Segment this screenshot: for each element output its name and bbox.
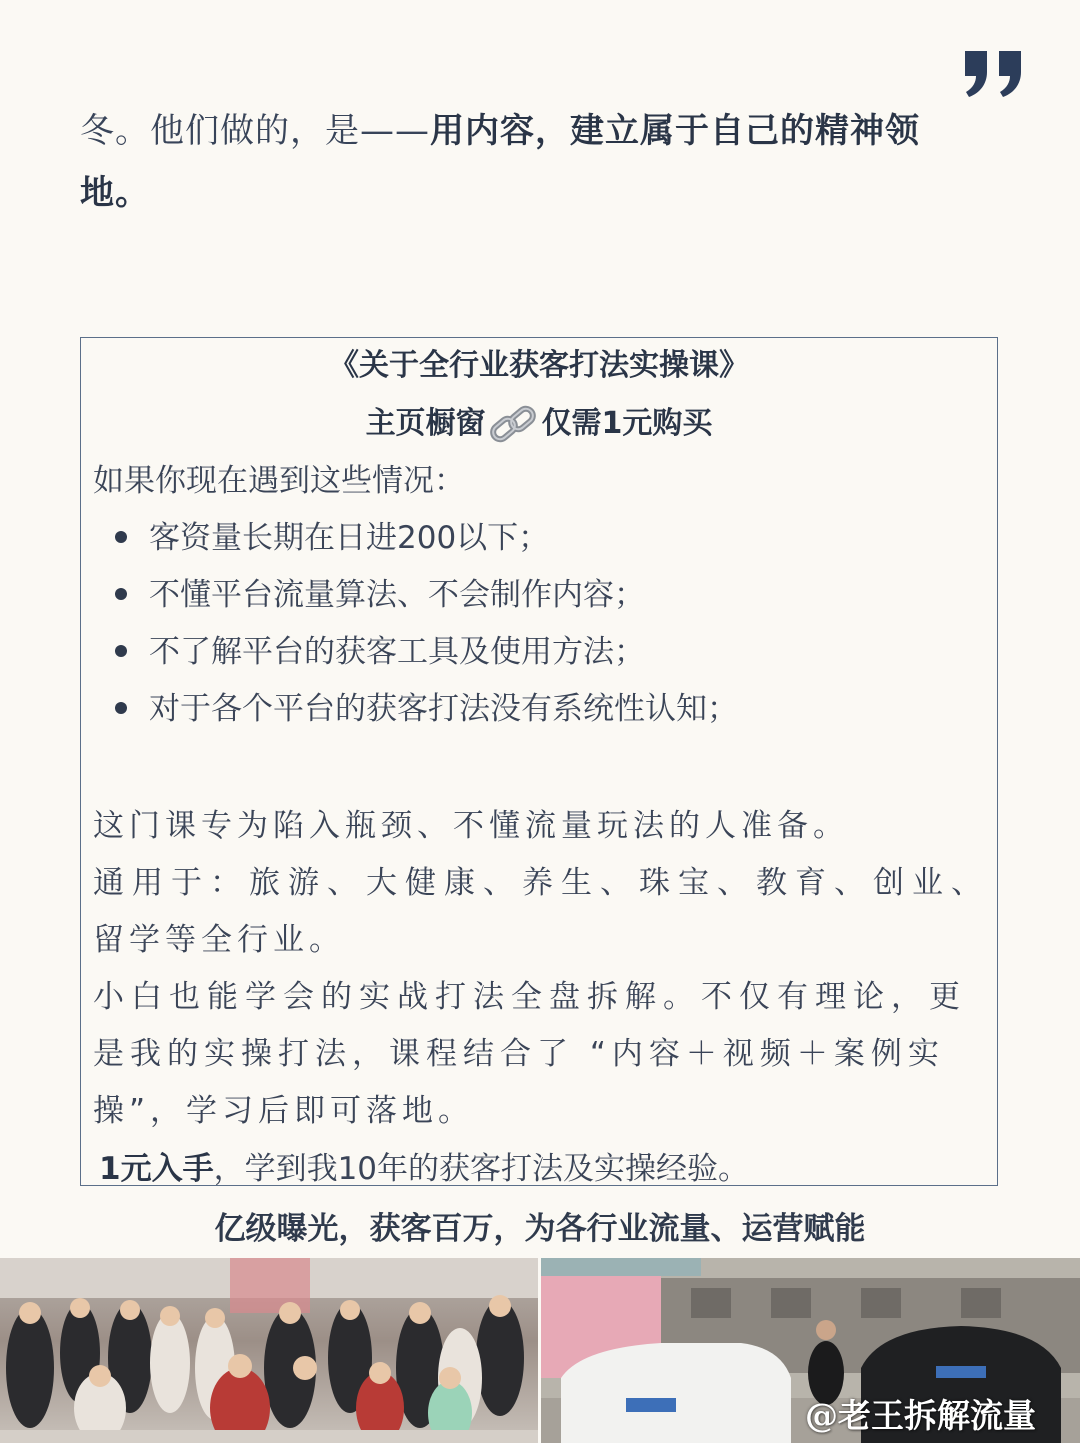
- bullet-item: [115, 512, 549, 557]
- bullet-dot: [115, 531, 127, 543]
- bullet-text: 不懂平台流量算法、不会制作内容；: [149, 577, 645, 613]
- link-chain-icon: [488, 402, 540, 448]
- author-watermark: @老王拆解流量: [805, 1396, 1036, 1435]
- bullet-dot: [115, 645, 127, 657]
- course-subtitle: [81, 398, 997, 448]
- subtitle-right: 仅需1元购买: [541, 406, 713, 441]
- course-description-line-2: 是我的实操打法，课程结合了 “内容＋视频＋案例实: [93, 1036, 945, 1072]
- bullet-dot: [115, 702, 127, 714]
- intro-paragraph: [80, 100, 1000, 224]
- intro-emphasis-1: 用内容，建立属于自己的精神领: [430, 111, 920, 151]
- course-description-line-1: 小白也能学会的实战打法全盘拆解。不仅有理论，更: [93, 979, 967, 1015]
- course-description-line-3: 操”，学习后即可落地。: [93, 1093, 475, 1129]
- subtitle-left: 主页橱窗: [365, 406, 486, 441]
- lead-text: 如果你现在遇到这些情况：: [93, 463, 465, 499]
- closing-quote-icon: [962, 48, 1026, 98]
- group-photo: [0, 1258, 538, 1443]
- bullet-text: 对于各个平台的获客打法没有系统性认知；: [149, 691, 738, 727]
- price-line: [99, 1143, 999, 1188]
- applicable-industries-line-2: 留学等全行业。: [93, 922, 345, 958]
- bullet-item: [115, 569, 645, 614]
- bullet-text: 不了解平台的获客工具及使用方法；: [149, 634, 645, 670]
- bullet-text: 客资量长期在日进200以下；: [149, 520, 550, 556]
- price-emphasis: 1元入手: [99, 1151, 214, 1187]
- course-promo-box: [80, 337, 998, 1186]
- tagline: 亿级曝光，获客百万，为各行业流量、运营赋能: [214, 1211, 866, 1247]
- intro-emphasis-2: 地。: [80, 173, 150, 213]
- applicable-industries-line-1: 通用于：旅游、大健康、养生、珠宝、教育、创业、: [93, 865, 990, 901]
- price-text: ，学到我10年的获客打法及实操经验。: [213, 1151, 750, 1187]
- bullet-item: [115, 683, 738, 728]
- intro-text: 冬。他们做的，是——: [80, 111, 430, 151]
- course-title: 《关于全行业获客打法实操课》: [329, 348, 749, 383]
- bullet-item: [115, 626, 645, 671]
- course-purpose: 这门课专为陷入瓶颈、不懂流量玩法的人准备。: [93, 808, 849, 844]
- bullet-dot: [115, 588, 127, 600]
- cars-photo: [541, 1258, 1080, 1443]
